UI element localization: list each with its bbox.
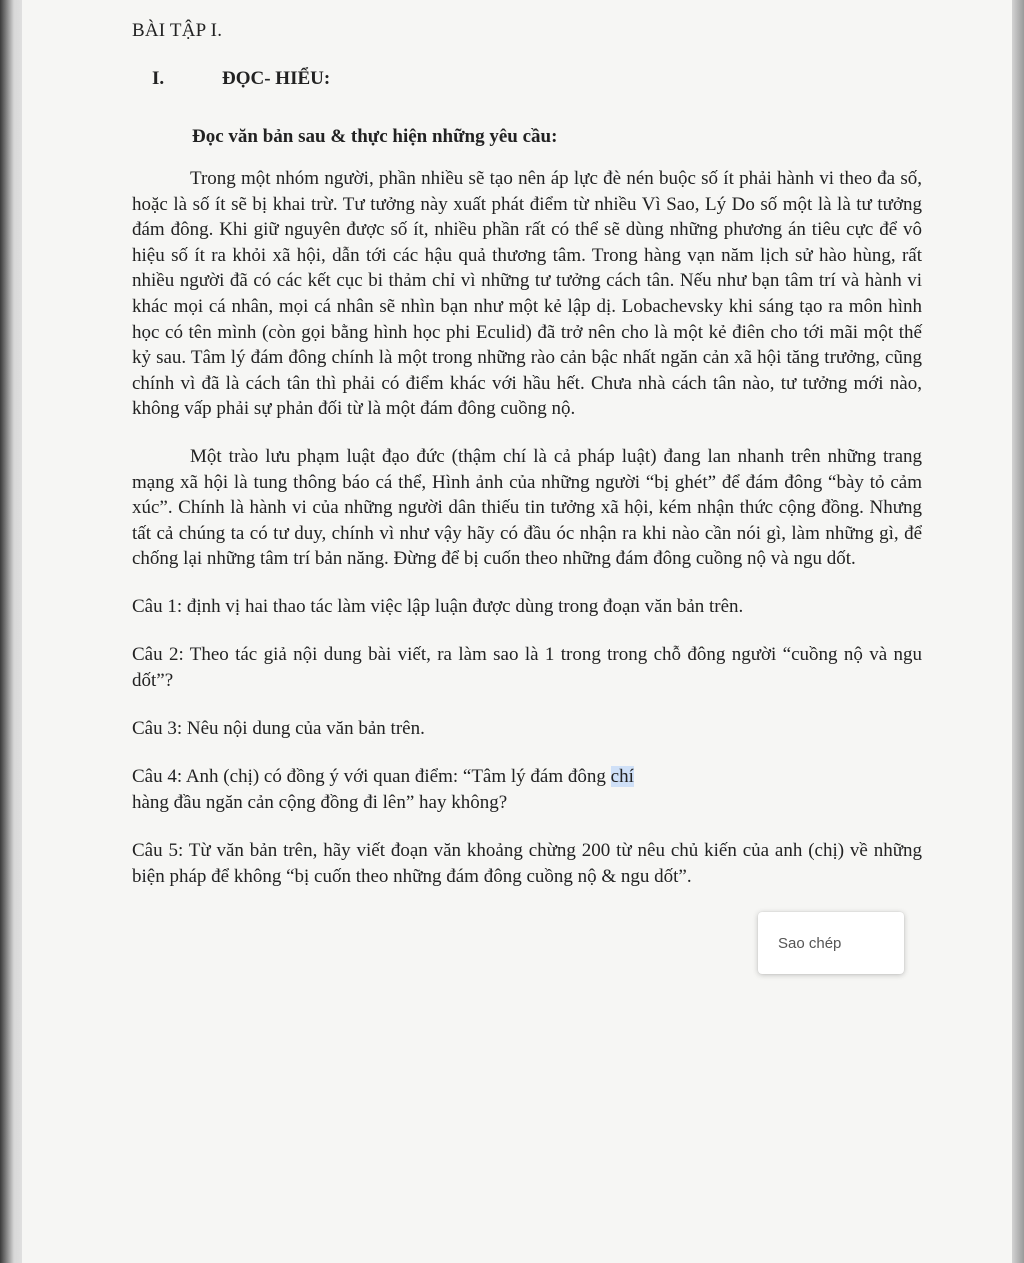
copy-menu-item[interactable]: Sao chép [778,934,842,952]
reading-instruction: Đọc văn bản sau & thực hiện những yêu cầu: [192,126,558,147]
question-5: Câu 5: Từ văn bản trên, hãy viết đoạn văn khoảng chừng 200 từ nêu chủ kiến của anh (chị) về những biện pháp để không “bị cuốn theo những đám đông cuồng nộ & ngu dốt”. [132,839,922,887]
section-title: ĐỌC- HIỂU: [222,68,331,89]
question-3: Câu 3: Nêu nội dung của văn bản trên. [132,717,425,739]
question-2: Câu 2: Theo tác giả nội dung bài viết, ra làm sao là 1 trong trong chỗ đông người “cuồng nộ và ngu dốt”? [132,643,922,691]
doc-title: BÀI TẬP I. [132,20,223,41]
question-4 [132,764,922,816]
selected-text[interactable]: chí [610,765,634,787]
question-4-line-2: hàng đầu ngăn cản cộng đồng đi lên” hay không? [132,791,508,813]
section-heading [132,66,922,92]
question-4-text: Câu 4: Anh (chị) có đồng ý với quan điểm: “Tâm lý đám đông [132,765,611,787]
passage-paragraph-2: Một trào lưu phạm luật đạo đức (thậm chí là cả pháp luật) đang lan nhanh trên những trang mạng xã hội là tung thông báo cá thể, Hình ảnh của những người “bị ghét” để đám đông “bày tỏ cảm xúc”. Chính là hành vi của những người dân thiếu tin tưởng xã hội, kém nhận thức cộng đồng. Nhưng tất cả chúng ta có tư duy, chính vì như vậy hãy có đầu óc nhận ra khi nào cần nói gì, làm những gì, để chống lại những tâm trí bản năng. Đừng để bị cuốn theo những đám đông cuồng nộ và ngu dốt. [132,445,922,570]
passage-paragraph-1: Trong một nhóm người, phần nhiều sẽ tạo nên áp lực đè nén buộc số ít phải hành vi theo đa số, hoặc là số ít sẽ bị khai trừ. Tư tưởng này xuất phát điểm từ nhiều Vì Sao, Lý Do số một là là tư tưởng đám đông. Khi giữ nguyên được số ít, nhiều phần rất có thể sẽ dùng những phương án tiêu cực để vô hiệu số ít ra khỏi xã hội, dẫn tới các hậu quả thương tâm. Trong hàng vạn năm lịch sử hào hùng, rất nhiều người đã có các kết cục bi thảm chỉ vì những tư tưởng cách tân. Nếu như bạn tâm trí và hành vi khác mọi cá nhân, mọi cá nhân sẽ nhìn bạn như một kẻ lập dị. Lobachevsky khi sáng tạo ra môn hình học có tên mình (còn gọi bằng hình học phi Eculid) đã trở nên cho là một kẻ điên cho tới mãi một thế kỷ sau. Tâm lý đám đông chính là một trong những rào cản bậc nhất ngăn cản xã hội tăng trưởng, cũng chính vì đã là cách tân thì phải có điểm khác với hầu hết. Chưa nhà cách tân nào, tư tưởng mới nào, không vấp phải sự phản đối từ là một đám đông cuồng nộ. [132,168,922,420]
copy-context-menu[interactable] [758,912,904,974]
document-page [22,0,1012,1263]
section-number: I. [152,68,165,89]
question-1: Câu 1: định vị hai thao tác làm việc lập luận được dùng trong đoạn văn bản trên. [132,595,744,617]
document-content [132,18,922,890]
